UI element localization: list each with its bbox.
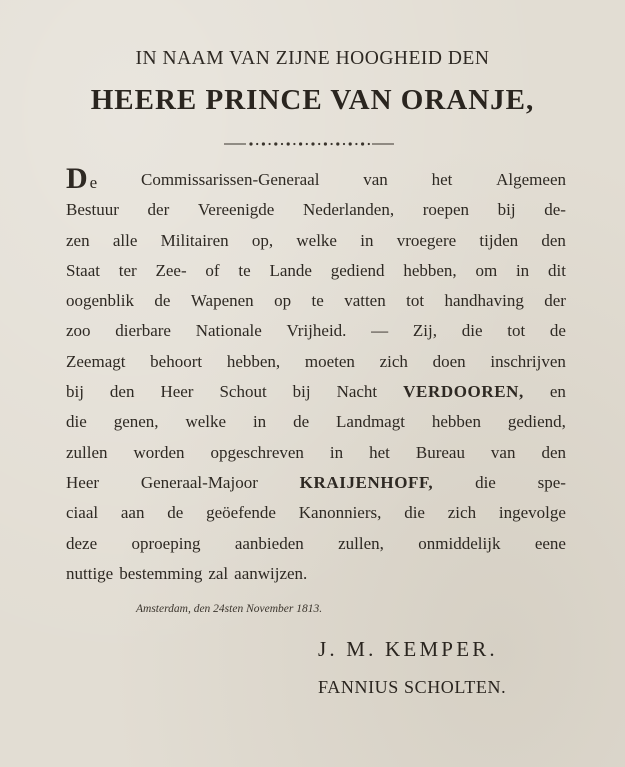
body-word: in bbox=[360, 230, 374, 250]
body-word: vroegere bbox=[396, 230, 457, 250]
body-line bbox=[66, 286, 566, 316]
body-word: der bbox=[544, 291, 566, 311]
body-word: Vrijheid. bbox=[286, 321, 347, 341]
body-word: bij bbox=[292, 382, 311, 402]
ornament-dot bbox=[249, 142, 252, 145]
body-line bbox=[66, 407, 566, 437]
body-word: zoo bbox=[66, 321, 91, 341]
body-word: Lande bbox=[269, 260, 312, 280]
body-word: zal bbox=[208, 563, 229, 583]
heading-line-1: IN NAAM VAN ZIJNE HOOGHEID DEN bbox=[135, 48, 490, 69]
body-word: op, bbox=[251, 230, 274, 250]
ornament-dot bbox=[355, 143, 357, 145]
ornament-dot bbox=[368, 143, 370, 145]
ornament-dot bbox=[269, 143, 271, 145]
heading-line-2: HEERE PRINCE VAN ORANJE, bbox=[90, 84, 535, 116]
body-word: alle bbox=[112, 230, 138, 250]
body-word: zullen, bbox=[338, 533, 384, 553]
body-word: de bbox=[549, 321, 566, 341]
ornament-dot bbox=[293, 143, 295, 145]
body-word: geöefende bbox=[206, 503, 276, 523]
body-word: het bbox=[431, 170, 453, 189]
ornament-dot bbox=[306, 143, 308, 145]
body-word: zullen bbox=[66, 442, 108, 462]
body-word: de bbox=[154, 291, 171, 311]
body-word: deze bbox=[66, 533, 98, 553]
body-line bbox=[66, 377, 566, 407]
body-word: die bbox=[404, 503, 425, 523]
body-word: welke bbox=[185, 412, 227, 432]
body-word: ciaal bbox=[66, 503, 99, 523]
body-line bbox=[66, 195, 566, 225]
ornament-dot bbox=[299, 142, 302, 145]
name-emphasis: KRAIJENHOFF, bbox=[299, 472, 434, 492]
body-word: die bbox=[66, 412, 87, 432]
ornament-dot bbox=[336, 142, 339, 145]
ornament-dot bbox=[318, 143, 320, 145]
body-word: oproeping bbox=[131, 533, 201, 553]
body-word: hebben, bbox=[226, 351, 281, 371]
body-word: aanwijzen. bbox=[234, 563, 308, 583]
body-word: behoort bbox=[150, 351, 203, 371]
ornament-dot bbox=[311, 142, 314, 145]
body-word: hebben bbox=[431, 412, 481, 432]
body-word: of bbox=[205, 260, 220, 280]
signatory-scholten: FANNIUS SCHOLTEN. bbox=[318, 677, 507, 697]
body-line bbox=[66, 559, 566, 589]
body-word: van bbox=[363, 170, 388, 189]
body-word: Vereenigde bbox=[197, 200, 275, 220]
body-word: den bbox=[541, 230, 566, 250]
body-word: — bbox=[371, 321, 389, 341]
body-word: Bestuur bbox=[66, 200, 119, 220]
body-word: worden bbox=[133, 442, 185, 462]
body-word: eene bbox=[534, 533, 566, 553]
body-word: nuttige bbox=[66, 563, 114, 583]
ornament-dot bbox=[361, 142, 364, 145]
body-word: spe- bbox=[537, 472, 566, 492]
name-emphasis: VERDOOREN, bbox=[403, 382, 524, 402]
body-word: Nacht bbox=[336, 382, 378, 402]
body-word: vatten bbox=[344, 291, 386, 311]
body-word: en bbox=[549, 382, 566, 402]
body-word: Heer bbox=[160, 382, 194, 402]
ornament-dot bbox=[287, 142, 290, 145]
body-line bbox=[66, 226, 566, 256]
body-word: de bbox=[167, 503, 184, 523]
signatory-kemper: J. M. KEMPER. bbox=[318, 637, 498, 661]
ornament-dot bbox=[262, 142, 265, 145]
body-word: bestemming bbox=[119, 563, 203, 583]
body-word: te bbox=[238, 260, 251, 280]
body-word: den bbox=[109, 382, 135, 402]
ornament-dot bbox=[331, 143, 333, 145]
body-word: Nederlanden, bbox=[303, 200, 395, 220]
body-word: oogenblik bbox=[66, 291, 134, 311]
body-word: bij bbox=[66, 382, 84, 402]
body-word: zich bbox=[447, 503, 477, 523]
body-word: Zeemagt bbox=[66, 351, 126, 371]
body-word: die bbox=[475, 472, 496, 492]
body-word: roepen bbox=[422, 200, 469, 220]
body-word: Bureau bbox=[415, 442, 465, 462]
body-word: dit bbox=[547, 260, 566, 280]
body-word: opgeschreven bbox=[210, 442, 304, 462]
body-word: Heer bbox=[66, 472, 100, 492]
body-word: hebben, bbox=[403, 260, 457, 280]
body-word: inschrijven bbox=[490, 351, 566, 371]
body-word: tot bbox=[406, 291, 425, 311]
body-word: Nationale bbox=[195, 321, 262, 341]
ornament-dot bbox=[256, 143, 258, 145]
body-word: Zee- bbox=[155, 260, 187, 280]
body-line bbox=[66, 438, 566, 468]
body-line bbox=[66, 347, 566, 377]
body-word: Landmagt bbox=[336, 412, 405, 432]
body-word: aan bbox=[120, 503, 145, 523]
ornament-rule bbox=[224, 140, 394, 148]
body-word: genen, bbox=[113, 412, 159, 432]
ornament-dot bbox=[343, 143, 345, 145]
body-word: op bbox=[274, 291, 292, 311]
body-word: welke bbox=[296, 230, 337, 250]
drop-cap: D bbox=[66, 162, 88, 195]
body-word: de- bbox=[544, 200, 566, 220]
body-word: ingevolge bbox=[498, 503, 566, 523]
body-word: den bbox=[541, 442, 566, 462]
body-word: ter bbox=[118, 260, 137, 280]
body-word: die bbox=[461, 321, 483, 341]
body-word: onmiddelijk bbox=[418, 533, 501, 553]
body-word: Militairen bbox=[160, 230, 229, 250]
body-line bbox=[66, 162, 566, 195]
body-word: zich bbox=[379, 351, 408, 371]
body-word: zen bbox=[66, 230, 90, 250]
body-word: der bbox=[147, 200, 170, 220]
body-word: dierbare bbox=[115, 321, 171, 341]
body-word: bij bbox=[497, 200, 516, 220]
body-word: Schout bbox=[219, 382, 267, 402]
body-word: Generaal-Majoor bbox=[140, 472, 258, 492]
body-word: het bbox=[369, 442, 390, 462]
ornament-dot bbox=[274, 142, 277, 145]
body-word: in bbox=[329, 442, 344, 462]
body-word: gediend bbox=[330, 260, 385, 280]
body-word: gediend, bbox=[507, 412, 566, 432]
ornament-dot bbox=[324, 142, 327, 145]
opening-word: De bbox=[66, 162, 98, 195]
body-line bbox=[66, 316, 566, 346]
body-word: doen bbox=[432, 351, 466, 371]
body-text bbox=[66, 162, 566, 589]
ornament-dot bbox=[281, 143, 283, 145]
body-word: Wapenen bbox=[190, 291, 254, 311]
body-word: de bbox=[293, 412, 310, 432]
body-word: Algemeen bbox=[496, 170, 566, 189]
body-word: tijden bbox=[479, 230, 519, 250]
body-word: Commissarissen-Generaal bbox=[141, 170, 320, 189]
body-word: moeten bbox=[304, 351, 355, 371]
body-word: in bbox=[515, 260, 530, 280]
body-line bbox=[66, 529, 566, 559]
body-word: handhaving bbox=[444, 291, 524, 311]
body-word: om bbox=[475, 260, 498, 280]
body-line bbox=[66, 256, 566, 286]
body-word: tot bbox=[507, 321, 526, 341]
body-line bbox=[66, 468, 566, 498]
dateline: Amsterdam, den 24sten November 1813. bbox=[136, 603, 323, 615]
ornament-dot bbox=[349, 142, 352, 145]
body-word: in bbox=[252, 412, 267, 432]
body-line bbox=[66, 498, 566, 528]
body-word: van bbox=[490, 442, 516, 462]
body-word: aanbieden bbox=[234, 533, 304, 553]
body-word: Kanonniers, bbox=[298, 503, 382, 523]
body-word: te bbox=[311, 291, 324, 311]
body-word: Zij, bbox=[412, 321, 437, 341]
body-word: Staat bbox=[66, 260, 100, 280]
